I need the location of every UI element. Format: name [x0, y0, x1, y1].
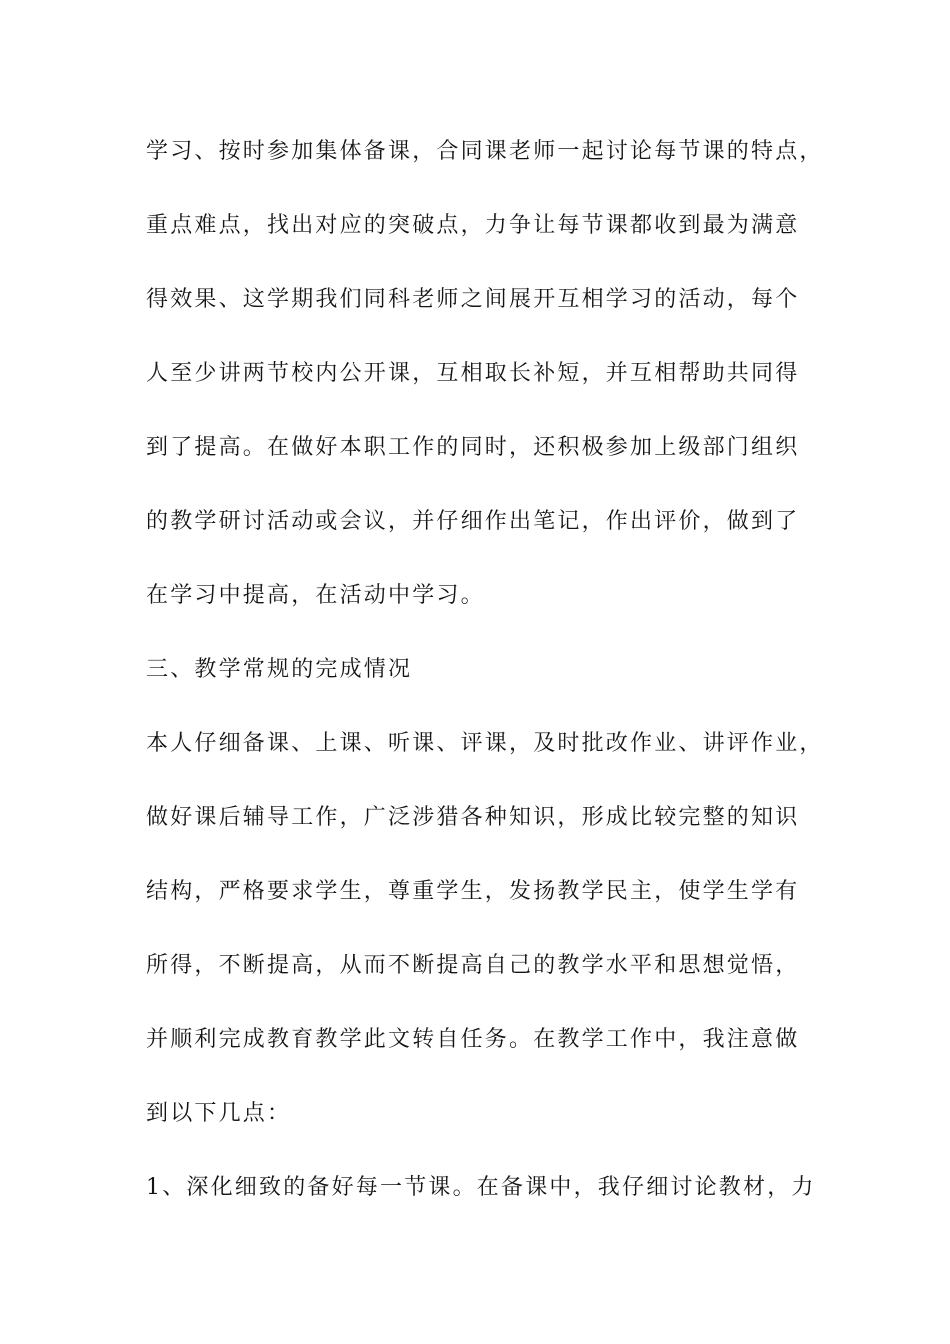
- text-line: 做好课后辅导工作，广泛涉猎各种知识，形成比较完整的知识: [146, 805, 800, 830]
- text-line: 学习、按时参加集体备课，合同课老师一起讨论每节课的特点，: [146, 139, 824, 164]
- text-line: 人至少讲两节校内公开课，互相取长补短，并互相帮助共同得: [146, 361, 800, 386]
- text-line: 重点难点，找出对应的突破点，力争让每节课都收到最为满意: [146, 213, 800, 238]
- text-line: 结构，严格要求学生，尊重学生，发扬教学民主，使学生学有: [146, 879, 800, 904]
- text-line: 到以下几点：: [146, 1101, 292, 1126]
- text-line: 到了提高。在做好本职工作的同时，还积极参加上级部门组织: [146, 435, 800, 460]
- text-line: 本人仔细备课、上课、听课、评课，及时批改作业、讲评作业，: [146, 731, 824, 756]
- section-heading: 三、教学常规的完成情况: [146, 657, 413, 682]
- text-line: 在学习中提高，在活动中学习。: [146, 583, 485, 608]
- text-line: 所得，不断提高，从而不断提高自己的教学水平和思想觉悟，: [146, 953, 800, 978]
- text-line: 的教学研讨活动或会议，并仔细作出笔记，作出评价，做到了: [146, 509, 800, 534]
- text-line: 并顺利完成教育教学此文转自任务。在教学工作中，我注意做: [146, 1027, 800, 1052]
- list-item-text: 1、深化细致的备好每一节课。在备课中，我仔细讨论教材，力: [146, 1175, 816, 1200]
- text-line: 得效果、这学期我们同科老师之间展开互相学习的活动，每个: [146, 287, 800, 312]
